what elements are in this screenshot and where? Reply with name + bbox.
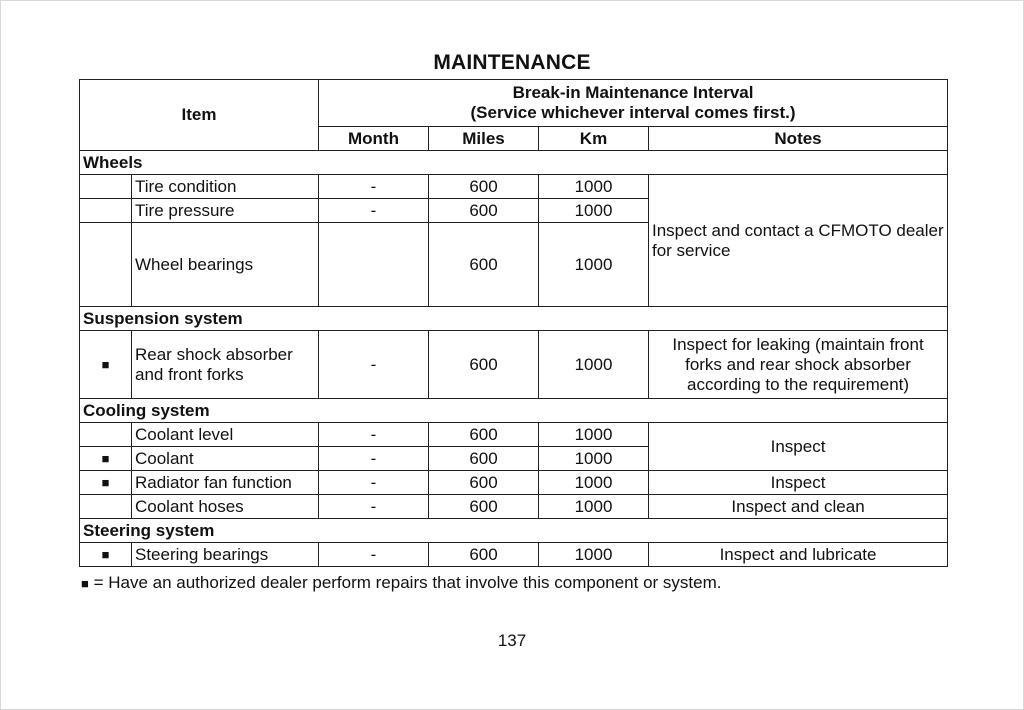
section-row — [80, 151, 948, 175]
item-cell: Steering bearings — [132, 543, 319, 567]
month-cell: - — [319, 471, 429, 495]
notes-cell: Inspect — [649, 471, 948, 495]
marker-cell — [80, 223, 132, 307]
month-cell: - — [319, 175, 429, 199]
header-item: Item — [80, 80, 319, 151]
miles-cell: 600 — [429, 543, 539, 567]
page-number: 137 — [497, 631, 527, 650]
item-cell: Coolant — [132, 447, 319, 471]
section-title-suspension: Suspension system — [80, 307, 948, 331]
month-cell: - — [319, 447, 429, 471]
notes-cell: Inspect for leaking (maintain front forks and rear shock absorber according to the requirement) — [649, 331, 948, 399]
header-miles: Miles — [429, 127, 539, 151]
table-row — [80, 471, 948, 495]
month-cell — [319, 223, 429, 307]
marker-cell: ■ — [80, 543, 132, 567]
dealer-marker-icon: ■ — [81, 576, 89, 591]
table-row — [80, 423, 948, 447]
table-row — [80, 331, 948, 399]
section-row — [80, 519, 948, 543]
km-cell: 1000 — [539, 495, 649, 519]
miles-cell: 600 — [429, 331, 539, 399]
miles-cell: 600 — [429, 199, 539, 223]
header-notes: Notes — [649, 127, 948, 151]
section-row — [80, 307, 948, 331]
footnote-text: = Have an authorized dealer perform repairs that involve this component or system. — [88, 573, 722, 592]
item-cell: Tire condition — [132, 175, 319, 199]
month-cell: - — [319, 199, 429, 223]
km-cell: 1000 — [539, 423, 649, 447]
miles-cell: 600 — [429, 495, 539, 519]
marker-cell — [80, 423, 132, 447]
item-cell: Coolant level — [132, 423, 319, 447]
miles-cell: 600 — [429, 471, 539, 495]
notes-cell: Inspect and lubricate — [649, 543, 948, 567]
month-cell: - — [319, 495, 429, 519]
km-cell: 1000 — [539, 223, 649, 307]
header-interval — [319, 80, 948, 127]
month-cell: - — [319, 331, 429, 399]
header-interval-line1: Break-in Maintenance Interval — [512, 83, 754, 102]
item-cell: Radiator fan function — [132, 471, 319, 495]
table-row — [80, 175, 948, 199]
km-cell: 1000 — [539, 175, 649, 199]
marker-cell — [80, 199, 132, 223]
table-row — [80, 495, 948, 519]
marker-cell — [80, 175, 132, 199]
km-cell: 1000 — [539, 199, 649, 223]
item-cell: Wheel bearings — [132, 223, 319, 307]
header-km: Km — [539, 127, 649, 151]
marker-cell: ■ — [80, 447, 132, 471]
km-cell: 1000 — [539, 447, 649, 471]
maintenance-table — [79, 79, 948, 567]
notes-cell-cooling-shared: Inspect — [649, 423, 948, 471]
km-cell: 1000 — [539, 543, 649, 567]
item-cell: Tire pressure — [132, 199, 319, 223]
miles-cell: 600 — [429, 223, 539, 307]
section-title-steering: Steering system — [80, 519, 948, 543]
section-title-wheels: Wheels — [80, 151, 948, 175]
section-row — [80, 399, 948, 423]
miles-cell: 600 — [429, 447, 539, 471]
header-month: Month — [319, 127, 429, 151]
month-cell: - — [319, 543, 429, 567]
km-cell: 1000 — [539, 331, 649, 399]
marker-cell — [80, 495, 132, 519]
footnote — [81, 573, 721, 593]
month-cell: - — [319, 423, 429, 447]
miles-cell: 600 — [429, 175, 539, 199]
table-row — [80, 543, 948, 567]
marker-cell: ■ — [80, 471, 132, 495]
km-cell: 1000 — [539, 471, 649, 495]
notes-cell-wheels: Inspect and contact a CFMOTO dealer for service — [649, 175, 948, 307]
page-title: MAINTENANCE — [433, 51, 591, 74]
item-cell: Rear shock absorber and front forks — [132, 331, 319, 399]
miles-cell: 600 — [429, 423, 539, 447]
notes-cell: Inspect and clean — [649, 495, 948, 519]
header-row — [80, 80, 948, 127]
marker-cell: ■ — [80, 331, 132, 399]
item-cell: Coolant hoses — [132, 495, 319, 519]
section-title-cooling: Cooling system — [80, 399, 948, 423]
header-interval-line2: (Service whichever interval comes first.) — [470, 103, 796, 122]
